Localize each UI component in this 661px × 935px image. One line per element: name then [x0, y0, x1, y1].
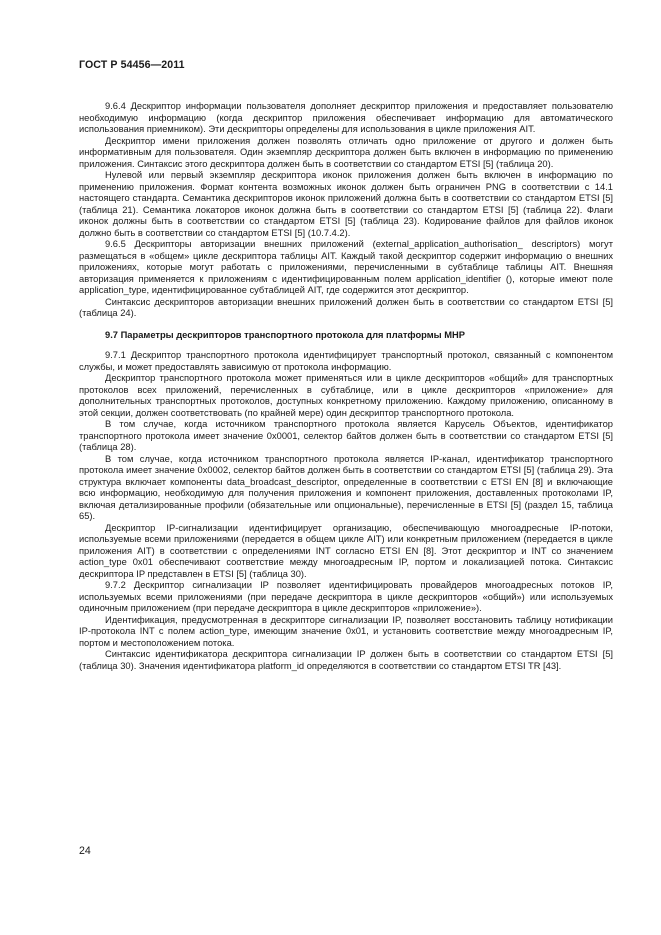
paragraph: 9.6.5 Дескрипторы авторизации внешних приложений (external_application_authorisation_ descriptors) могут размещаться в «общем» цикле дескриптора таблицы AIT. Каждый такой дескриптор содержит информацию о внешних приложениях, которые могут работать с приложениями, перечисленными в субтаблице таблицы AIT. Внешняя авторизация применяется к приложениям с идентифицированным полем application_identifier (), которые имеют поле application_type, идентифицированное субтаблицей AIT, где содержится этот дескриптор. — [79, 239, 613, 295]
section-heading: 9.7 Параметры дескрипторов транспортного протокола для платформы МНР — [105, 329, 465, 340]
paragraph: Дескриптор транспортного протокола может применяться или в цикле дескрипторов «общий» для транспортных протоколов всех приложений, перечисленных в субтаблице, или в цикле дескрипторов «приложение» для дополнительных транспортных протоколов, доступных конкретному приложению. Каждому приложению, описанному в этой секции, должен соответствовать (по крайней мере) один дескриптор транспортного протокола. — [79, 373, 613, 418]
paragraph: 9.6.4 Дескриптор информации пользователя дополняет дескриптор приложения и предоставляет пользователю необходимую информацию (когда дескриптор приложения обеспечивает информацию для автоматического использования приемником). Эти дескрипторы определены для использования в цикле приложения AIT. — [79, 101, 613, 134]
document-body — [79, 101, 613, 672]
paragraph: Дескриптор IP-сигнализации идентифицирует организацию, обеспечивающую многоадресные IP-потоки, используемые всеми приложениями (передается в общем цикле AIT) или конкретным приложением (передается в цикле приложения AIT) в соответствии с определениями INT согласно ETSI EN [8]. Этот дескриптор и INT со значением action_type 0x01 обеспечивают соответствие между многоадресным IP, портом и локализацией потока. Синтаксис дескриптора IP представлен в ETSI [5] (таблица 30). — [79, 522, 613, 579]
paragraph: В том случае, когда источником транспортного протокола является Карусель Объектов, идентификатор транспортного протокола имеет значение 0x0001, селектор байтов должен быть в соответствии со стандартом ETSI [5] (таблица 28). — [79, 419, 613, 452]
paragraph: Идентификация, предусмотренная в дескрипторе сигнализации IP, позволяет восстановить таблицу нотификации IP-протокола INT с полем action_type, имеющим значение 0x01, и установить соответствие между многоадресным IP, портом и местоположением потока. — [79, 614, 613, 648]
paragraph: Синтаксис идентификатора дескриптора сигнализации IP должен быть в соответствии со стандартом ETSI [5] (таблица 30). Значения идентификатора platform_id определяются в соответствии со стандартом ETSI TR [43]. — [79, 649, 613, 671]
paragraph: Дескриптор имени приложения должен позволять отличать одно приложение от другого и должен быть информативным для пользователя. Один экземпляр дескриптора должен быть включен в информацию по применению приложения. Синтаксис этого дескриптора должен быть в соответствии со стандартом ETSI [5] (таблица 20). — [79, 135, 613, 169]
page-number: 24 — [79, 845, 91, 857]
document-header: ГОСТ Р 54456—2011 — [79, 59, 185, 71]
paragraph: Синтаксис дескрипторов авторизации внешних приложений должен быть в соответствии со стандартом ETSI [5] (таблица 24). — [79, 296, 613, 318]
paragraph: В том случае, когда источником транспортного протокола является IP-канал, идентификатор транспортного протокола имеет значение 0x0002, селектор байтов должен быть в соответствии со стандартом ETSI [5] (таблица 29). Эта структура включает компоненты data_broadcast_descriptor, определенные в соответствии с ETSI EN [8] и включающие всю информацию, необходимую для получения приложения и компонент приложения, доставленных протоколами IP, включая детализированные профили (обязательные или опциональные), перечисленные в ETSI [5] (раздел 15, таблица 65). — [79, 453, 613, 521]
paragraph: Нулевой или первый экземпляр дескриптора иконок приложения должен быть включен в информацию по применению приложения. Формат контента возможных иконок должен быть ограничен PNG в соответствии с 14.1 настоящего стандарта. Семантика дескрипторов иконок приложений должна быть в соответствии со стандартом ETSI [5] (таблица 21). Семантика локаторов иконок должна быть в соответствии со стандартом ETSI [5] (таблица 22). Флаги иконок должны быть в соответствии со стандартом ETSI [5] (таблица 23). Кодирование файлов для файлов иконок должно быть в соответствии со стандартом ETSI [5] (10.7.4.2). — [79, 170, 613, 238]
paragraph: 9.7.1 Дескриптор транспортного протокола идентифицирует транспортный протокол, связанный с компонентом службы, и может предоставлять зависимую от протокола информацию. — [79, 350, 613, 372]
paragraph: 9.7.2 Дескриптор сигнализации IP позволяет идентифицировать провайдеров многоадресных потоков IP, используемых всеми приложениями (при передаче дескриптора в цикле дескрипторов «общий») или используемых одиночным приложением (при передаче дескриптора в цикле дескрипторов «приложение»). — [79, 580, 613, 613]
